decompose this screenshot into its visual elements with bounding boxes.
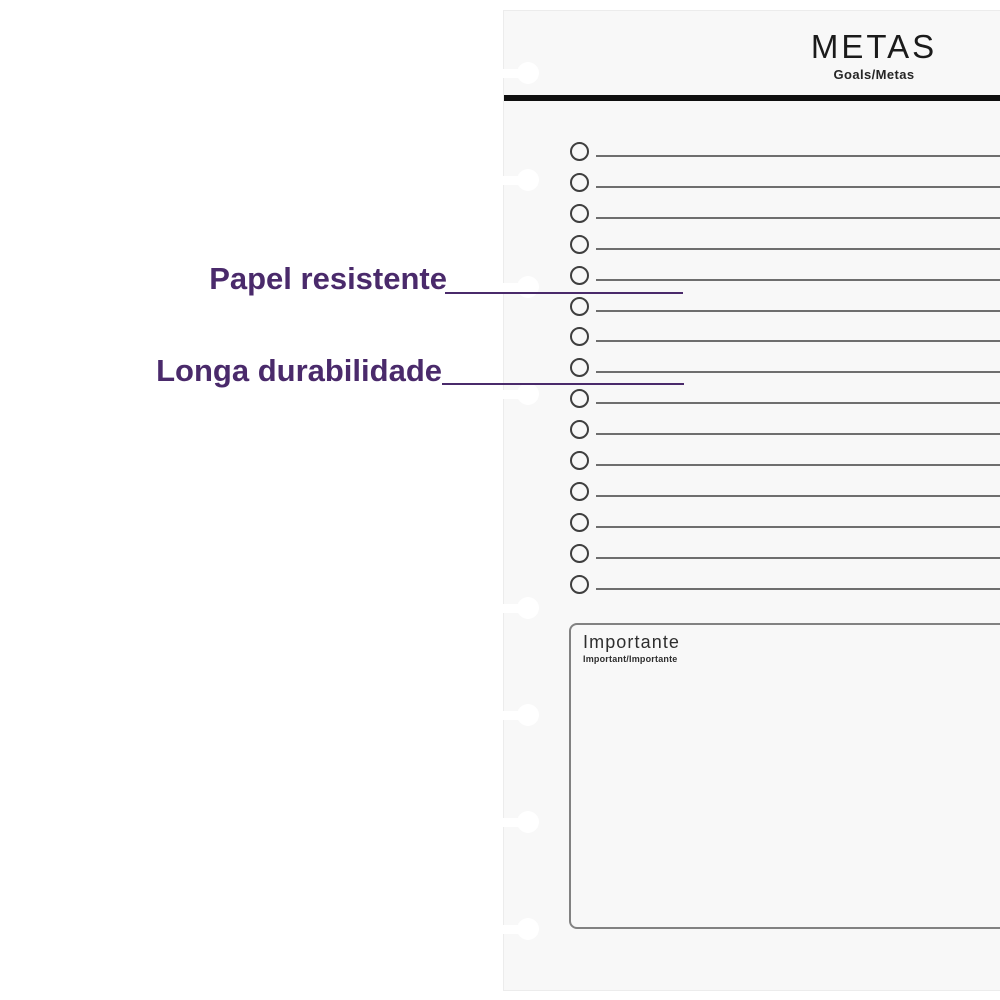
notch-head [517,811,539,833]
goal-writing-line [596,248,1000,250]
goal-checkbox-circle-icon [570,451,589,470]
goal-row [504,204,1000,224]
annotation-label-papel-resistente: Papel resistente [209,261,447,296]
goal-checkbox-circle-icon [570,420,589,439]
goal-row [504,358,1000,378]
notch-head [517,704,539,726]
goal-checkbox-circle-icon [570,173,589,192]
page-subtitle: Goals/Metas [833,67,915,82]
goal-row [504,544,1000,564]
goal-checkbox-circle-icon [570,575,589,594]
goal-row [504,513,1000,533]
goal-row [504,389,1000,409]
goal-checkbox-circle-icon [570,544,589,563]
goal-writing-line [596,526,1000,528]
goal-row [504,420,1000,440]
notch-head [517,169,539,191]
goal-row [504,142,1000,162]
disc-binding-notch-icon [503,62,543,84]
goal-checkbox-circle-icon [570,327,589,346]
goal-writing-line [596,217,1000,219]
goal-writing-line [596,371,1000,373]
goal-checkbox-circle-icon [570,482,589,501]
page-header [744,30,1000,82]
annotation-leader-line [442,383,684,385]
goal-row [504,173,1000,193]
disc-binding-notch-icon [503,918,543,940]
goal-checkbox-circle-icon [570,266,589,285]
goal-writing-line [596,402,1000,404]
important-box-subtitle: Important/Importante [583,653,678,664]
goal-row [504,327,1000,347]
goal-row [504,235,1000,255]
notch-head [517,383,539,405]
header-divider-bar [504,95,1000,101]
disc-binding-notch-icon [503,811,543,833]
goal-row [504,482,1000,502]
annotation-leader-line [445,292,683,294]
goal-writing-line [596,340,1000,342]
goal-checkbox-circle-icon [570,513,589,532]
goal-writing-line [596,464,1000,466]
goal-checkbox-circle-icon [570,389,589,408]
goal-checkbox-circle-icon [570,204,589,223]
important-box-title: Importante [583,632,681,652]
goal-checkbox-circle-icon [570,358,589,377]
disc-binding-notch-icon [503,597,543,619]
goal-writing-line [596,433,1000,435]
notch-head [517,276,539,298]
goal-row [504,451,1000,471]
goal-writing-line [596,557,1000,559]
notch-head [517,918,539,940]
goal-checkbox-circle-icon [570,297,589,316]
goal-checkbox-circle-icon [570,235,589,254]
annotation-label-longa-durabilidade: Longa durabilidade [156,353,442,388]
planner-page [503,10,1000,991]
disc-binding-notch-icon [503,383,543,405]
goal-checkbox-circle-icon [570,142,589,161]
goal-writing-line [596,495,1000,497]
important-notes-box [569,623,1000,929]
goal-writing-line [596,279,1000,281]
notch-head [517,597,539,619]
disc-binding-notch-icon [503,276,543,298]
goal-row [504,266,1000,286]
goal-writing-line [596,310,1000,312]
notch-head [517,62,539,84]
goal-row [504,575,1000,595]
page-title: METAS [810,28,938,65]
goal-writing-line [596,588,1000,590]
goal-row [504,297,1000,317]
disc-binding-notch-icon [503,704,543,726]
goal-writing-line [596,186,1000,188]
goal-writing-line [596,155,1000,157]
disc-binding-notch-icon [503,169,543,191]
